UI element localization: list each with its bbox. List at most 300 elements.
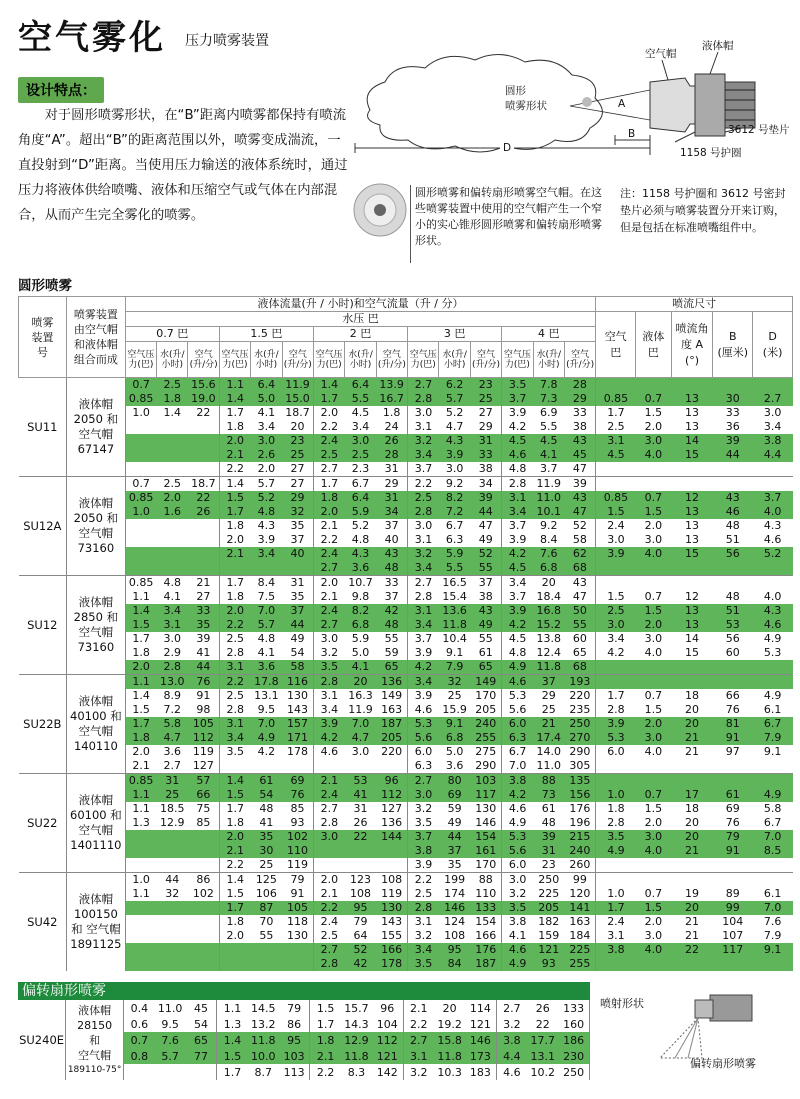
table-cell: 108 [376,873,407,888]
table-row [19,590,793,604]
table-cell: 8.4 [539,533,558,546]
table-cell: 2.8 [502,477,533,492]
table-cell: 18.5 [159,802,185,815]
table-cell: 1.1 [132,887,150,900]
table-cell [282,957,313,971]
table-cell: 37 [282,533,313,547]
table-cell: 43 [564,576,595,591]
table-row [19,462,793,477]
table-cell: 250 [558,1064,589,1080]
table-cell: 20 [345,675,376,690]
table-cell: 31 [533,844,564,858]
table-cell: 6.8 [439,731,470,745]
table-cell: 2.2 [219,675,250,690]
table-cell: 31 [376,462,407,477]
cap-combination-line: 液体帽 [78,1003,112,1017]
gasket-label: 3612 号垫片 [728,124,790,136]
table-cell: 240 [564,844,595,858]
table-cell: 3.0 [763,406,782,419]
table-cell: 93 [533,957,564,971]
table-cell: 136 [376,675,407,690]
table-cell: 69 [439,788,470,802]
table-cell: 5.2 [351,519,370,532]
table-cell: 41 [345,788,376,802]
table-row [19,675,793,690]
table-cell: 28 [564,378,595,393]
fan-spray-label: 偏转扇形喷雾 [690,1057,756,1070]
table-cell: 146 [439,901,470,915]
table-cell: 1.8 [125,731,156,745]
table-cell: 32 [165,887,180,900]
model-number: SU22 [19,774,67,873]
table-cell: 250 [564,717,595,731]
table-cell [188,901,219,915]
table-cell: 6.3 [502,731,533,745]
table-cell [636,873,672,888]
table-cell: 44 [157,873,188,888]
table-cell: 31 [157,774,188,789]
table-cell: 176 [470,943,501,957]
table-cell [636,957,672,971]
table-cell: 0.8 [124,1048,155,1064]
table-cell: 113 [279,1064,310,1080]
table-cell: 2.4 [320,915,339,928]
table-cell: 2.1 [219,844,250,858]
table-cell: 11.9 [533,477,564,492]
table-cell: 5.8 [763,802,782,815]
table-cell: 2.5 [408,491,439,505]
table-cell: 2.7 [163,759,181,772]
table-cell: 56 [725,632,740,645]
table-cell: 3.7 [408,830,439,844]
table-cell: 12 [685,590,700,603]
table-cell: 10.2 [530,1065,555,1079]
table-cell: 4.9 [763,689,782,702]
table-cell: 120 [564,887,595,901]
table-cell [713,873,753,888]
table-cell: 3.9 [414,858,433,871]
table-cell: 149 [470,675,501,690]
table-cell: 55 [259,929,274,942]
table-cell: 69 [725,802,740,815]
table-cell [125,420,156,434]
table-cell: 1.5 [316,1001,335,1015]
table-cell: 48 [259,802,274,815]
subheader-cell: 空气压力(巴) [313,342,344,378]
table-cell: 2.0 [219,604,250,618]
table-cell: 1.5 [636,901,672,915]
table-cell: 54 [186,1016,217,1032]
table-cell: 4.0 [636,943,672,957]
table-cell [713,660,753,675]
table-cell: 29 [541,689,556,702]
table-cell [157,858,188,873]
table-cell: 5.7 [251,477,282,492]
table-cell [753,378,793,393]
table-cell: 27 [188,590,219,604]
table-cell: 1.4 [313,378,344,393]
table-cell: 44 [439,830,470,844]
table-cell: 2.8 [320,816,339,829]
table-cell [713,576,753,591]
table-cell: 47 [470,519,501,533]
table-cell: 2.1 [132,759,150,772]
table-cell: 4.6 [502,675,533,690]
table-cell: 1.7 [596,901,636,915]
table-cell [219,957,250,971]
table-cell [188,533,219,547]
table-cell: 171 [282,731,313,745]
table-cell: 156 [564,788,595,802]
table-cell: 3.9 [508,533,527,546]
table-cell: 21 [671,731,713,745]
table-cell [376,759,407,774]
table-cell: 13 [685,420,700,433]
angle-a-label: A [618,98,626,110]
table-cell: 4.9 [763,632,782,645]
table-cell [753,660,793,675]
table-cell: 3.0 [502,873,533,888]
table-cell: 20 [533,576,564,591]
table-cell: 55 [376,632,407,646]
table-cell: 106 [255,887,277,900]
table-cell: 9.1 [753,943,793,957]
table-cell: 44 [470,505,501,519]
header-flow: 液体流量(升 / 小时)和空气流量（升 / 分） [125,297,596,312]
table-cell [753,675,793,690]
table-cell: 6.4 [251,378,282,393]
table-cell: 1.8 [226,816,244,829]
table-cell: 3.1 [607,929,625,942]
table-cell: 38 [564,420,595,434]
table-cell: 2.4 [313,604,344,618]
table-cell: 3.4 [502,576,533,591]
table-cell: 4.3 [753,604,793,618]
table-cell: 16.5 [439,576,470,591]
table-cell: 3.4 [408,448,439,462]
table-cell: 19.2 [437,1017,462,1031]
table-cell: 26 [376,434,407,448]
table-cell: 20 [671,717,713,731]
table-cell: 4.0 [636,448,672,462]
table-cell: 32 [439,675,470,690]
subheader-cell: 水(升/小时) [533,342,564,378]
header-model: 喷雾 装置 号 [19,297,67,378]
table-cell: 4.8 [508,462,527,475]
table-row [19,533,793,547]
table-row [19,491,793,505]
table-cell: 14 [671,434,713,448]
table-cell [713,759,753,774]
table-cell: 3.4 [320,703,339,716]
table-cell: 2.2 [313,901,344,915]
table-cell: 2.2 [320,420,339,433]
header-dim-d: D (米) [753,312,793,378]
round-spray-heading: 圆形喷雾 [18,278,72,294]
table-cell: 4.1 [345,660,376,675]
table-cell: 4.8 [508,646,527,659]
table-cell: 25 [259,858,274,871]
table-cell: 33 [470,448,501,462]
table-cell: 3.2 [410,1065,428,1079]
table-cell: 4.2 [502,788,533,802]
table-cell [713,378,753,393]
table-cell: 112 [372,1032,403,1048]
table-cell [636,774,672,789]
table-cell: 0.85 [596,392,636,406]
table-cell: 37 [376,519,407,533]
table-cell: 12.9 [159,816,185,829]
table-cell [713,675,753,690]
table-cell: 163 [564,915,595,929]
cap-combination-line: 和 [89,1033,101,1047]
table-cell: 42 [345,957,376,971]
table-cell [671,660,713,675]
table-cell: 166 [470,929,501,943]
table-cell: 5.6 [408,731,439,745]
table-cell: 4.2 [508,420,527,433]
table-cell: 11.9 [348,703,373,716]
table-row [19,887,793,901]
table-cell: 102 [282,830,313,844]
table-cell [376,844,407,858]
table-cell: 7.0 [251,604,282,618]
table-row [19,759,793,774]
table-cell: 42 [376,604,407,618]
fan-spray-table [18,1000,590,1080]
table-cell: 95 [279,1032,310,1048]
table-cell [157,533,188,547]
table-cell [671,378,713,393]
table-cell: 4.9 [502,957,533,971]
table-cell: 0.7 [644,887,663,900]
table-cell [251,957,282,971]
table-cell: 11.8 [248,1032,279,1048]
table-cell: 3.9 [596,717,636,731]
table-cell: 64 [353,929,368,942]
table-cell: 104 [722,915,744,928]
table-cell [636,759,672,774]
model-number: SU22B [19,675,67,774]
table-cell [753,759,793,774]
table-cell: 1.4 [217,1032,248,1048]
table-cell: 4.0 [636,844,672,858]
table-cell [753,561,793,576]
table-cell [671,675,713,690]
table-cell: 1.0 [596,788,636,802]
table-cell [157,915,188,929]
table-cell: 79 [353,915,368,928]
table-cell: 2.6 [251,448,282,462]
table-cell: 6.3 [445,533,464,546]
table-cell: 199 [439,873,470,888]
table-cell: 3.4 [219,731,250,745]
table-cell [313,844,344,858]
table-cell: 186 [558,1032,589,1048]
cap-combination: 液体帽 100150 和 空气帽 1891125 [67,873,126,972]
table-cell: 225 [564,943,595,957]
table-cell: 1.5 [132,703,150,716]
table-cell: 2.8 [607,703,625,716]
table-cell: 4.5 [508,632,527,645]
table-cell: 4.6 [320,745,339,758]
table-cell: 22 [671,943,713,957]
table-cell: 149 [376,689,407,703]
table-cell: 173 [465,1048,496,1064]
table-cell: 37 [439,844,470,858]
table-cell: 184 [564,929,595,943]
spray-diagram [350,20,800,180]
table-cell: 11.8 [439,618,470,632]
table-row [19,957,793,971]
table-cell: 44 [713,448,753,462]
table-cell: 3.0 [251,434,282,448]
table-cell: 15 [685,646,700,659]
table-cell: 2.0 [226,929,244,942]
table-row [19,816,793,830]
table-cell: 29 [282,491,313,505]
table-cell [125,434,156,448]
table-cell: 170 [470,858,501,873]
table-cell: 4.6 [502,943,533,957]
table-cell: 5.6 [502,844,533,858]
table-cell: 157 [282,717,313,731]
table-cell: 1.8 [226,420,244,433]
table-cell [596,957,636,971]
table-cell [376,858,407,873]
cap-combination: 液体帽 2050 和 空气帽 73160 [67,477,126,576]
table-cell: 38 [470,462,501,477]
table-cell: 33 [188,604,219,618]
page-subtitle: 压力喷雾装置 [185,33,269,49]
table-cell: 11.9 [282,378,313,393]
table-cell: 3.1 [502,491,533,505]
table-cell: 155 [376,929,407,943]
table-cell [596,774,636,789]
table-cell: 3.2 [414,929,433,942]
table-cell: 20 [442,1001,457,1015]
table-cell: 3.9 [414,646,433,659]
table-cell: 2.0 [644,816,663,829]
table-cell: 1.0 [125,505,156,519]
table-cell: 23 [470,378,501,393]
table-cell: 10.3 [437,1065,462,1079]
page-title: 空气雾化 [18,18,166,58]
table-row [19,561,793,576]
table-cell: 3.5 [596,830,636,844]
table-cell: 97 [725,745,740,758]
fan-spray-illustration [640,990,760,1060]
table-cell: 44 [282,618,313,632]
table-cell: 102 [188,887,219,901]
cap-combination: 液体帽 40100 和 空气帽 140110 [67,675,126,774]
table-cell: 28 [376,448,407,462]
table-cell: 3.4 [408,943,439,957]
table-cell: 0.7 [644,689,663,702]
table-cell: 1.4 [132,689,150,702]
cap-combination: 液体帽 2850 和 空气帽 73160 [67,576,126,675]
table-cell: 9.5 [257,703,276,716]
table-cell: 2.0 [644,420,663,433]
table-cell: 14.0 [536,745,561,758]
table-cell [753,858,793,873]
table-cell [596,561,636,576]
table-cell [157,420,188,434]
table-row [19,505,793,519]
table-cell: 2.7 [320,462,339,475]
table-cell: 1.8 [132,646,150,659]
table-cell: 15.7 [344,1001,369,1015]
table-cell: 1.4 [163,406,181,419]
table-cell: 3.0 [414,519,433,532]
table-cell: 52 [564,519,595,533]
table-cell: 1.3 [223,1017,242,1031]
table-cell: 1.5 [644,802,663,815]
table-cell: 55 [470,561,501,576]
table-cell: 2.0 [226,533,244,546]
table-cell: 62 [564,547,595,561]
table-cell: 3.4 [351,420,370,433]
table-row [19,717,793,731]
table-cell: 89 [725,887,740,900]
table-cell: 3.8 [753,434,793,448]
table-cell: 13 [685,406,700,419]
table-cell: 52 [470,547,501,561]
table-cell: 6.2 [439,378,470,393]
table-cell: 79 [282,873,313,888]
table-cell: 53 [713,618,753,632]
table-cell: 1.7 [607,689,625,702]
table-cell: 65 [376,660,407,675]
table-cell: 56 [713,547,753,561]
table-cell: 1.8 [226,915,244,928]
table-cell: 119 [376,887,407,901]
table-cell: 25 [470,392,501,406]
table-cell: 5.7 [251,618,282,632]
table-cell: 5.5 [539,420,558,433]
table-cell [596,759,636,774]
table-cell: 88 [533,774,564,789]
table-cell: 3.1 [219,660,250,675]
table-cell: 1.8 [157,392,188,406]
table-cell: 20 [282,420,313,434]
table-cell: 1.7 [313,477,344,492]
table-cell: 15 [671,547,713,561]
table-cell: 3.9 [439,448,470,462]
table-cell: 1.5 [596,505,636,519]
table-cell: 0.7 [125,477,156,492]
table-cell: 4.2 [502,618,533,632]
round-spray-table [18,296,793,971]
table-cell: 3.7 [502,392,533,406]
table-cell [671,873,713,888]
design-features-label: 设计特点： [18,77,104,103]
table-cell: 225 [538,887,560,900]
table-cell [636,462,672,477]
table-cell: 143 [376,915,407,929]
table-cell: 3.5 [313,660,344,675]
table-cell: 0.85 [125,774,156,789]
table-cell: 69 [282,774,313,789]
table-cell [125,533,156,547]
table-cell: 1.1 [125,675,156,690]
table-cell: 47 [564,505,595,519]
table-cell: 2.1 [410,1001,428,1015]
table-cell: 61 [541,802,556,815]
table-cell: 3.0 [636,731,672,745]
table-cell: 3.7 [539,462,558,475]
table-cell: 13.0 [157,675,188,690]
